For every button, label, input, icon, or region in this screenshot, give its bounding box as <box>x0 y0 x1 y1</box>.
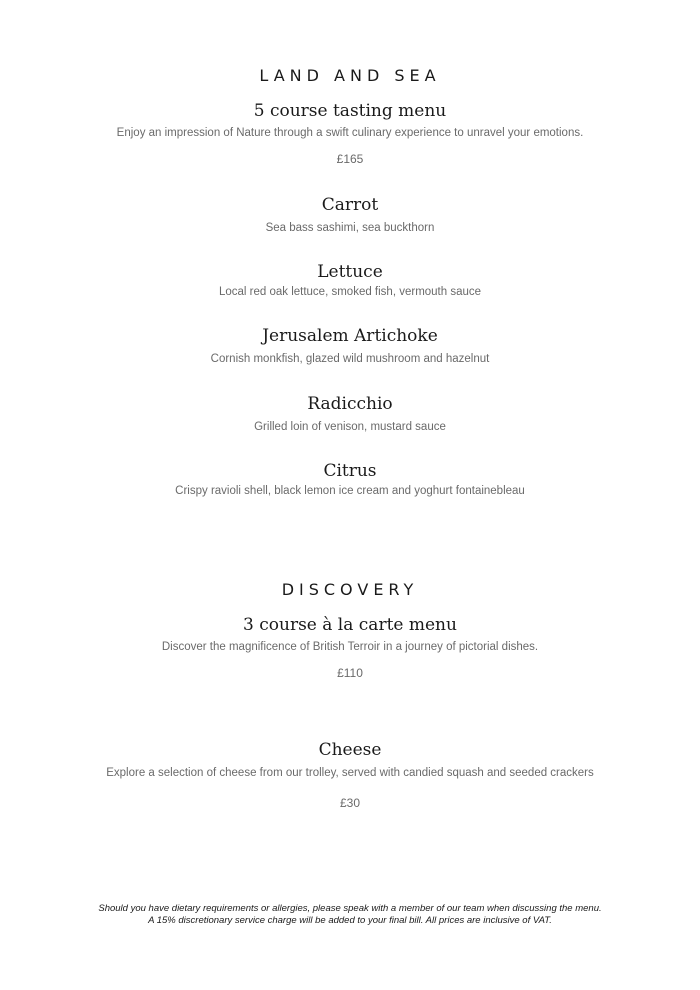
dish-name-citrus: Citrus <box>323 461 377 481</box>
cheese-price: £30 <box>339 796 361 810</box>
tasting-menu-name: 5 course tasting menu <box>253 101 447 121</box>
section-title-land-and-sea: LAND AND SEA <box>259 66 441 85</box>
tasting-menu-price: £165 <box>336 152 364 166</box>
footer-note <box>0 903 700 927</box>
carte-menu-description: Discover the magnificence of British Terroir in a journey of pictorial dishes. <box>161 641 539 653</box>
dish-name-jerusalem-artichoke: Jerusalem Artichoke <box>262 326 438 346</box>
tasting-menu-description: Enjoy an impression of Nature through a swift culinary experience to unravel your emotions. <box>116 127 584 139</box>
section-title-discovery: DISCOVERY <box>281 580 419 599</box>
dish-description-jerusalem-artichoke: Cornish monkfish, glazed wild mushroom and hazelnut <box>210 353 490 365</box>
carte-menu-price: £110 <box>337 666 363 680</box>
dish-name-lettuce: Lettuce <box>317 262 383 282</box>
footer-service-charge-note: A 15% discretionary service charge will be added to your final bill. All prices are inclusive of VAT. <box>148 915 552 926</box>
carte-menu-name: 3 course à la carte menu <box>243 615 457 635</box>
dish-name-carrot: Carrot <box>321 195 379 215</box>
dish-description-citrus: Crispy ravioli shell, black lemon ice cream and yoghurt fontainebleau <box>175 485 525 497</box>
dish-name-cheese: Cheese <box>318 740 382 760</box>
footer-allergy-note: Should you have dietary requirements or allergies, please speak with a member of our team when discussing the menu. <box>98 903 602 914</box>
dish-description-carrot: Sea bass sashimi, sea buckthorn <box>265 222 435 234</box>
dish-description-lettuce: Local red oak lettuce, smoked fish, vermouth sauce <box>218 286 482 298</box>
dish-description-radicchio: Grilled loin of venison, mustard sauce <box>254 421 446 433</box>
dish-description-cheese: Explore a selection of cheese from our trolley, served with candied squash and seeded crackers <box>106 767 594 779</box>
dish-name-radicchio: Radicchio <box>307 394 393 414</box>
